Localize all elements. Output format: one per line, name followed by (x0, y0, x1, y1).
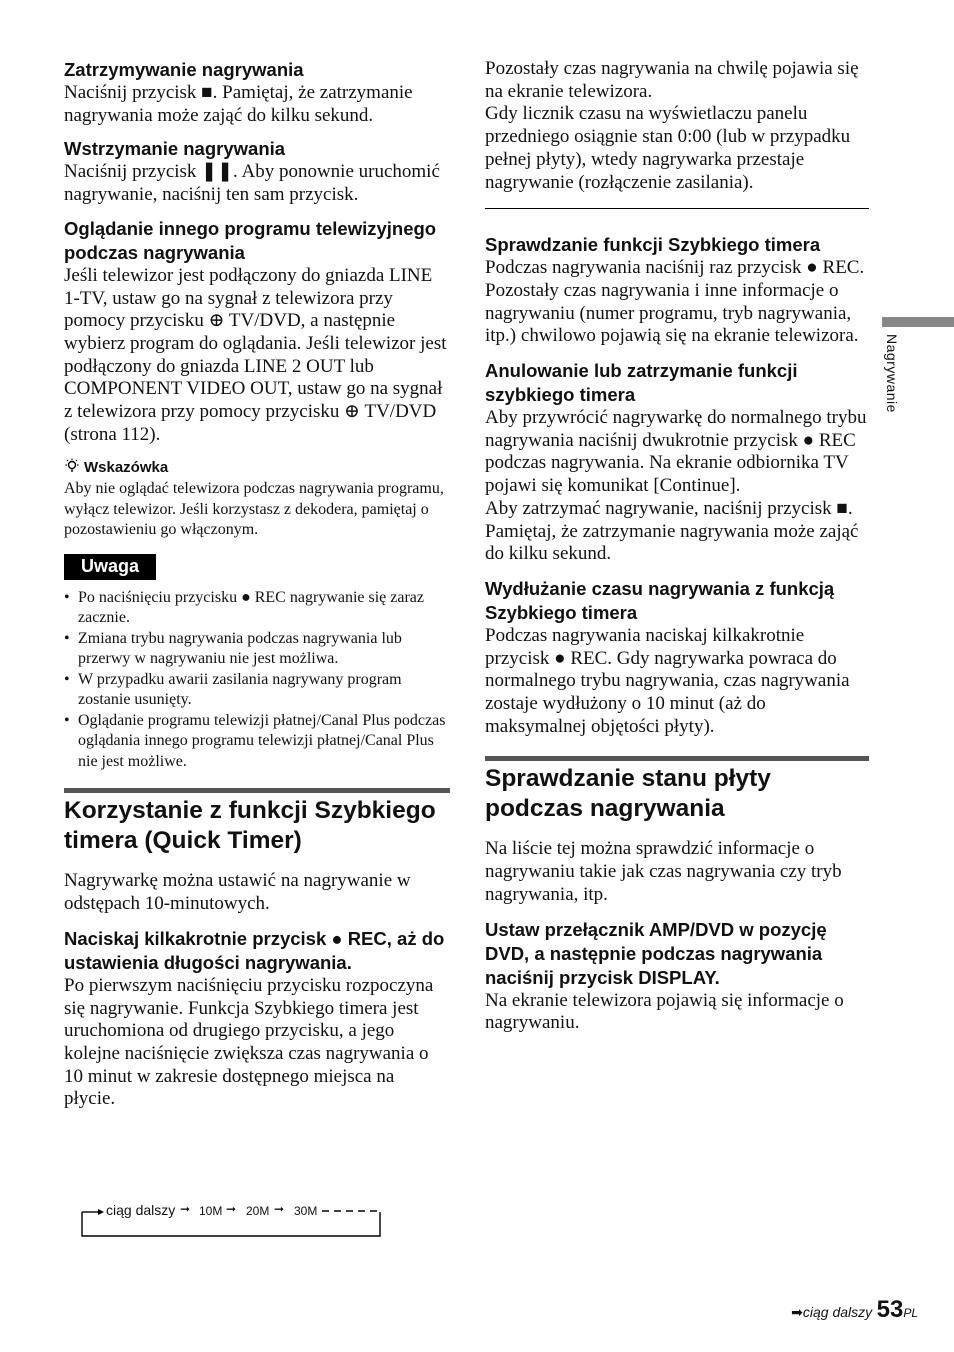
tip-body: Aby nie oglądać telewizora podczas nagrywania programu, wyłącz telewizor. Jeśli korzystasz z dekodera, pamiętaj o pozostawieniu go włączonym. (64, 480, 444, 539)
step-title: Naciskaj kilkakrotnie przycisk ● REC, aż do ustawienia długości nagrywania. (64, 927, 445, 973)
arrow-right-icon: ➞ (274, 1202, 285, 1216)
page-lang: PL (903, 1306, 918, 1320)
chapter-tab (882, 317, 954, 327)
section-body: Podczas nagrywania naciśnij raz przycisk ● REC. Pozostały czas nagrywania i inne informacje o nagrywaniu (numer programu, tryb nagrywania, itp.) chwilowo pojawią się na ekranie telewizora. (485, 257, 865, 347)
notes-list (64, 588, 450, 773)
note-label: Uwaga (64, 554, 156, 580)
tip-label: Wskazówka (84, 459, 169, 477)
section-body: Na liście tej można sprawdzić informacje o nagrywaniu takie jak czas nagrywania czy tryb nagrywania, itp. (485, 838, 842, 905)
page-title: Sprawdzanie stanu płyty podczas nagrywania (485, 765, 771, 823)
list-item: • Po naciśnięciu przycisku ● REC nagrywanie się zaraz zacznie. (64, 588, 450, 629)
step-body: Po pierwszym naciśnięciu przycisku rozpoczyna się nagrywanie. Funkcja Szybkiego timera jest uruchomiona od drugiego przycisku, a jego kolejne naciśnięcie zwiększa czas nagrywania o 10 minut w zakresie dostępnego miejsca na płycie. (64, 974, 434, 1110)
lightbulb-icon (64, 458, 80, 479)
left-column (64, 58, 450, 1111)
section-title: Oglądanie innego programu telewizyjnego podczas nagrywania (64, 217, 437, 263)
page-number: 53 (876, 1296, 904, 1323)
note-header (64, 554, 450, 580)
section-title: Anulowanie lub zatrzymanie funkcji szybkiego timera (485, 360, 798, 406)
list-item: • W przypadku awarii zasilania nagrywany program zostanie usunięty. (64, 670, 450, 711)
diagram-step: 10M (199, 1204, 223, 1218)
page-footer (791, 1296, 918, 1324)
continued-label: ciąg dalszy (802, 1304, 873, 1320)
step-title: Ustaw przełącznik AMP/DVD w pozycję DVD, a następnie podczas nagrywania naciśnij przycisk DISPLAY. (485, 918, 827, 988)
section-body: Naciśnij przycisk ❚❚. Aby ponownie uruchomić nagrywanie, naciśnij ten sam przycisk. (64, 161, 440, 206)
tip-header (64, 458, 450, 479)
list-item: • Zmiana trybu nagrywania podczas nagrywania lub przerwy w nagrywaniu nie jest możliwa. (64, 629, 450, 670)
section-title: Wstrzymanie nagrywania (64, 138, 286, 160)
section-body: Pozostały czas nagrywania na chwilę pojawia się na ekranie telewizora. Gdy licznik czasu na wyświetlaczu panelu przedniego osiągnie stan 0:00 (lub w przypadku pełnej płyty), wtedy nagrywarka przestaje nagrywanie (rozłączenie zasilania). (485, 58, 859, 193)
divider (64, 788, 450, 793)
divider (485, 756, 869, 761)
diagram-step: 30M (294, 1204, 318, 1218)
diagram-step: 20M (246, 1204, 270, 1218)
section-body: Podczas nagrywania naciskaj kilkakrotnie przycisk ● REC. Gdy nagrywarka powraca do normalnego trybu nagrywania, czas nagrywania zostaje wydłużony o 10 minut (aż do maksymalnej objętości płyty). (485, 624, 850, 737)
section-title: Sprawdzanie funkcji Szybkiego timera (485, 234, 821, 256)
dashed-arrow (322, 1208, 382, 1214)
section-body: Nagrywarkę można ustawić na nagrywanie w odstępach 10-minutowych. (64, 870, 411, 915)
arrow-right-icon: ➞ (180, 1202, 191, 1216)
list-item: • Oglądanie programu telewizji płatnej/Canal Plus podczas oglądania innego programu telewizji płatnej/Canal Plus nie jest możliwe. (64, 711, 450, 773)
page-title: Korzystanie z funkcji Szybkiego timera (Quick Timer) (64, 797, 436, 855)
section-title: Zatrzymywanie nagrywania (64, 59, 304, 80)
right-column (485, 58, 869, 1035)
section-body: Naciśnij przycisk ■. Pamiętaj, że zatrzymanie nagrywania może zająć do kilku sekund. (64, 82, 413, 126)
arrow-right-icon: ➡ (791, 1305, 803, 1321)
section-body: Jeśli telewizor jest podłączony do gniazda LINE 1-TV, ustaw go na sygnał z telewizora przy pomocy przycisku ⊕ TV/DVD, a następnie wybierz program do oglądania. Jeśli telewizor jest podłączony do gniazda LINE 2 OUT lub COMPONENT VIDEO OUT, ustaw go na sygnał z telewizora przy pomocy przycisku ⊕ TV/DVD (strona 112). (64, 264, 447, 445)
quick-timer-diagram (80, 1198, 390, 1242)
divider (485, 208, 869, 209)
section-title: Wydłużanie czasu nagrywania z funkcją Szybkiego timera (485, 577, 835, 623)
section-body: Aby przywrócić nagrywarkę do normalnego trybu nagrywania naciśnij dwukrotnie przycisk ● REC podczas nagrywania. Na ekranie odbiornika TV pojawi się komunikat [Continue]. Aby zatrzymać nagrywanie, naciśnij przycisk ■. Pamiętaj, że zatrzymanie nagrywania może zająć do kilku sekund. (485, 407, 867, 565)
step-body: Na ekranie telewizora pojawią się informacje o nagrywaniu. (485, 989, 844, 1034)
diagram-start-label: ciąg dalszy (106, 1202, 176, 1218)
chapter-label: Nagrywanie (884, 334, 900, 413)
arrow-right-icon: ➞ (226, 1202, 237, 1216)
